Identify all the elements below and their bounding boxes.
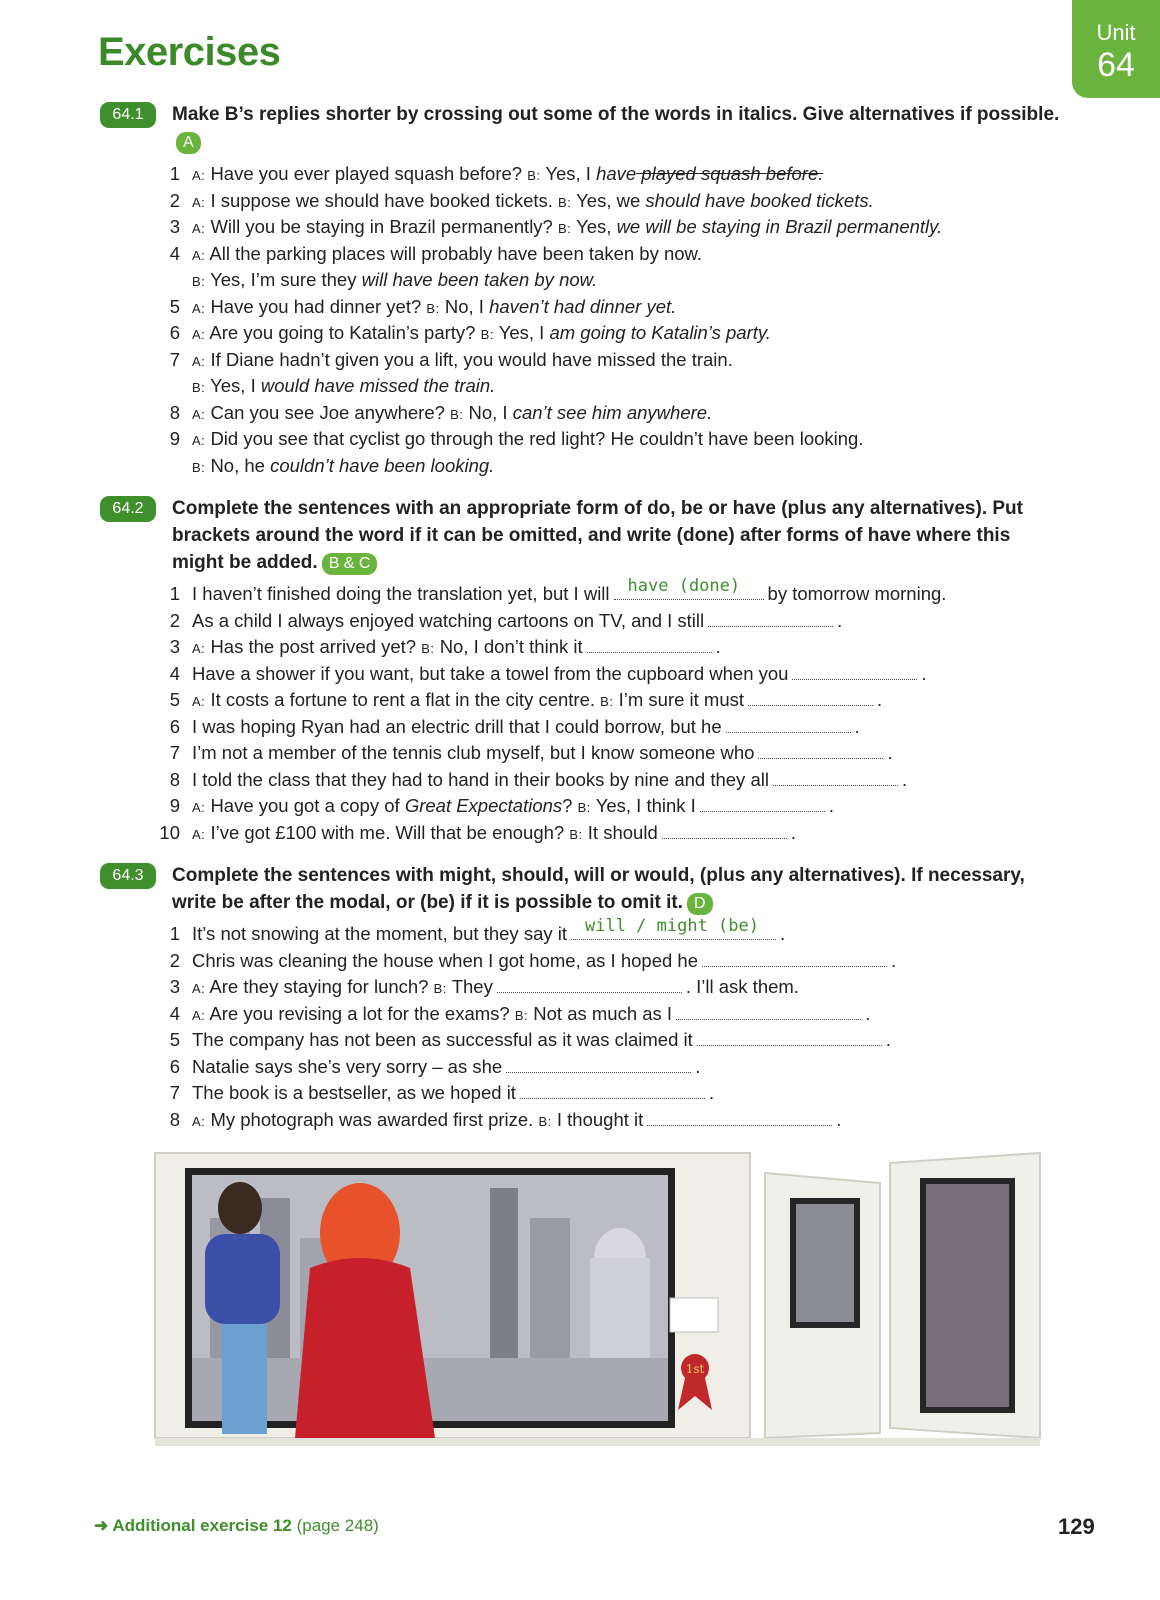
instruction-part: be [221,892,244,913]
speaker-b-line: No, he [210,454,271,476]
speaker-a-line: Can you see Joe anywhere? [210,401,445,423]
sentence-end: . [854,715,860,737]
item-number: 4 [169,662,180,684]
unit-number: 64 [1097,46,1135,84]
exercise-item [158,740,1058,767]
exercise-item [158,974,1058,1001]
handwritten-answer: have (done) [627,575,741,596]
sentence-end: . [887,742,893,763]
exercise-badge-64-1: 64.1 [100,102,156,128]
speaker-a-line: Did you see that cyclist go through the red light? He couldn’t have been looking. [210,428,864,449]
speaker-a-label: A: [192,800,206,815]
instruction-part: after the modal, or [243,892,421,913]
speaker-b-line: No, I [468,401,513,423]
instruction-part: , [670,498,681,519]
exercise-badge-64-3: 64.3 [100,863,156,889]
speaker-b-line: I thought it [556,1108,644,1130]
exercise-64-3-list [158,915,1058,1133]
sentence-end: . [790,821,796,843]
speaker-a-label: A: [192,1113,206,1129]
item-number: 1 [169,163,180,184]
speaker-a-line: Have you had dinner yet? [210,295,422,317]
item-number: 7 [169,1082,180,1103]
item-number: 3 [169,976,180,997]
speaker-b-line: Yes, I think I [595,795,696,816]
sentence-end: . [780,923,786,944]
additional-exercise-label: Additional exercise 12 [112,1516,292,1535]
speaker-a-line: My photograph was awarded first prize. [210,1108,534,1130]
speaker-a-label: A: [192,694,206,709]
sentence-text: It’s not snowing at the moment, but they say it [192,923,567,944]
speaker-b-label: B: [538,1113,552,1129]
sentence-end: . [891,949,897,971]
speaker-a-line: Have you ever played squash before? [210,163,523,184]
speaker-a-line: Will you be staying in Brazil permanently? [210,216,553,237]
sentence-end: . I’ll ask them. [685,976,799,997]
gallery-illustration [150,1148,1050,1448]
item-number: 9 [169,428,180,449]
crossed-out-words: played squash before. [636,163,824,184]
instruction-part: or [703,498,733,519]
item-number: 4 [169,242,180,264]
item-number: 9 [169,795,180,816]
instruction-part: will [574,865,605,886]
exercise-item [158,214,1058,241]
speaker-a-label: A: [192,168,206,183]
speaker-b-line: I’m sure it must [618,689,745,710]
speaker-a-label: A: [192,406,206,422]
speaker-b-label: B: [527,168,541,183]
speaker-a-label: A: [192,221,206,236]
exercise-item [158,453,1058,480]
speaker-a-line: Has the post arrived yet? [210,636,417,657]
speaker-a-line: Are you going to Katalin’s party? [209,322,476,343]
item-number: 6 [169,1055,180,1077]
speaker-a-label: A: [192,433,206,448]
item-number: 3 [169,216,180,237]
speaker-a-line: I suppose we should have booked tickets. [210,189,553,211]
italic-words: should have booked tickets. [645,189,874,211]
sentence-end: . [836,1108,842,1130]
speaker-a-label: A: [192,981,206,996]
exercise-item [158,661,1058,688]
item-number: 7 [169,348,180,370]
sentence-end: . [715,636,721,657]
sentence-text: Chris was cleaning the house when I got home, as I hoped he [192,949,698,971]
speaker-b-label: B: [514,1007,529,1023]
item-number: 5 [169,295,180,317]
exercise-item [158,161,1058,188]
page-number: 129 [1058,1514,1095,1539]
sentence-text: Have a shower if you want, but take a towel from the cupboard when you [192,662,789,684]
instruction-part: have [732,498,776,519]
speaker-b-label: B: [192,459,206,475]
item-number: 7 [169,742,180,763]
speaker-a-label: A: [192,247,206,263]
book-title: Great Expectations [404,795,563,816]
speaker-b-line: Yes, I [498,322,550,343]
speaker-a-label: A: [192,327,206,342]
exercise-item [158,1080,1058,1107]
sentence-end: . [865,1002,871,1024]
speaker-b-line: Yes, [576,216,617,237]
reference-badge: B & C [322,553,378,575]
italic-words: can’t see him anywhere. [512,401,713,423]
exercise-64-1-list [158,161,1058,479]
speaker-b-label: B: [450,406,464,422]
sentence-end: . [901,768,908,790]
exercise-item [158,320,1058,347]
speaker-b-line: No, I don’t think it [439,636,583,657]
item-number: 2 [169,609,180,631]
instruction-part: or [604,865,635,886]
speaker-a-label: A: [192,194,206,210]
exercise-item [158,714,1058,741]
exercise-item [158,400,1058,427]
item-number: 5 [169,689,180,710]
speaker-a-label: A: [192,300,206,316]
sentence-end: by tomorrow morning. [767,583,947,604]
answer-blank[interactable] [700,793,825,812]
speaker-b-line: It should [587,821,658,843]
answer-blank[interactable] [697,1027,882,1046]
answer-blank[interactable] [702,948,887,967]
speaker-a-label: A: [192,1007,206,1023]
unit-tab [1072,0,1160,98]
speaker-b-label: B: [192,274,206,289]
instruction-part: , [490,865,502,886]
instruction-part: would [634,865,690,886]
speaker-a-line: ? [562,795,573,816]
instruction-part: be [680,498,704,519]
sentence-end: . [877,689,883,710]
additional-exercise-link[interactable]: ➜ Additional exercise 12 (page 248) [94,1516,379,1535]
exercise-item [158,1107,1058,1134]
instruction-part: where this might be added. [172,525,1011,573]
item-number: 3 [169,636,180,657]
answer-blank[interactable] [662,820,787,839]
item-number: 2 [169,189,180,211]
exercise-item [158,767,1058,794]
instruction-part: if it is possible to omit it. [454,892,683,913]
speaker-b-label: B: [480,327,494,342]
speaker-b-line: No, I [444,295,490,317]
unit-label: Unit [1096,20,1136,45]
item-number: 6 [169,322,180,343]
exercise-item [158,1054,1058,1081]
speaker-b-label: B: [569,826,583,842]
exercise-item [158,188,1058,215]
answer-blank[interactable] [587,634,712,653]
speaker-b-label: B: [421,641,435,656]
sentence-text: I haven’t finished doing the translation yet, but I will [192,583,610,604]
sentence-text: Natalie says she’s very sorry – as she [192,1055,503,1077]
exercise-item [158,294,1058,321]
speaker-b-line: They [451,976,493,997]
exercise-64-2-list [158,575,1058,846]
italic-words: we will be staying in Brazil permanently. [616,216,943,237]
italic-words: would have missed the train. [260,375,496,396]
answer-blank[interactable] [748,687,873,706]
speaker-a-line: All the parking places will probably have been taken by now. [209,242,703,264]
item-number: 8 [169,1108,180,1130]
item-number: 10 [159,821,180,843]
answer-blank[interactable] [506,1054,691,1073]
speaker-a-label: A: [192,641,206,656]
sentence-end: . [708,1082,715,1103]
answer-blank[interactable] [676,1001,861,1020]
instruction-part: (be) [420,892,455,913]
speaker-b-label: B: [192,380,206,395]
sentence-text: I was hoping Ryan had an electric drill that I could borrow, but he [192,715,722,737]
item-number: 1 [169,923,180,944]
answer-blank[interactable] [647,1107,832,1126]
instruction-part: do [647,498,671,519]
speaker-b-label: B: [600,694,614,709]
speaker-a-line: It costs a fortune to rent a flat in the city centre. [210,689,596,710]
sentence-end: . [921,662,927,684]
exercise-item [158,948,1058,975]
speaker-a-line: Are you revising a lot for the exams? [209,1002,510,1024]
exercise-64-3-instruction [172,862,1062,916]
exercise-64-1-instruction [172,101,1062,155]
sentence-end: . [828,795,834,816]
italic-words: couldn’t have been looking. [270,454,495,476]
item-number: 8 [169,401,180,423]
exercise-64-2-instruction [172,495,1062,576]
speaker-a-label: A: [192,826,206,842]
item-number: 5 [169,1029,180,1050]
italic-words: am going to Katalin’s party. [549,322,771,343]
exercise-item [158,373,1058,400]
exercise-item [158,634,1058,661]
sentence-end: . [837,609,843,631]
exercise-item [158,1001,1058,1028]
answer-blank[interactable] [571,915,776,940]
sentence-text: As a child I always enjoyed watching cartoons on TV, and I still [192,609,705,631]
instruction-text: Make B’s replies shorter by crossing out some of the words in italics. Give alternatives if possible. [172,104,1060,125]
italic-words: haven’t had dinner yet. [489,295,677,317]
reference-badge: D [687,893,713,915]
instruction-part: Complete the sentences with an appropriate form of [172,498,648,519]
instruction-part: (plus any alternatives). Put brackets around the word if it can be omitted, and write [172,498,1023,546]
instruction-part: might [439,865,491,886]
instruction-part: after forms of [734,525,868,546]
sentence-text: I’m not a member of the tennis club myself, but I know someone who [192,742,755,763]
handwritten-answer: will / might (be) [585,915,759,936]
speaker-b-label: B: [577,800,591,815]
speaker-b-line: Yes, I [545,163,597,184]
rosette-label: 1st [685,1362,705,1376]
sentence-end: . [885,1029,891,1050]
exercise-item [158,241,1058,268]
speaker-b-label: B: [558,194,572,210]
item-number: 8 [169,768,180,790]
answer-blank[interactable] [726,714,851,733]
exercise-item [158,793,1058,820]
speaker-b-line: Yes, we [576,189,646,211]
page-title: Exercises [98,30,281,74]
additional-exercise-page: (page 248) [296,1516,379,1535]
speaker-b-line: Yes, I’m sure they [210,269,362,290]
speaker-b-label: B: [426,300,440,316]
answer-blank[interactable] [614,575,764,600]
speaker-a-line: I’ve got £100 with me. Will that be enough? [210,821,565,843]
reference-badge: A [176,132,201,154]
exercise-item [158,608,1058,635]
speaker-a-label: A: [192,353,206,369]
italic-words: will have been taken by now. [361,269,598,290]
instruction-part: have [867,525,912,546]
speaker-b-label: B: [557,221,572,236]
answer-blank[interactable] [497,974,682,993]
sentence-text: The book is a bestseller, as we hoped it [192,1082,516,1103]
answer-blank[interactable] [708,608,833,627]
sentence-text: The company has not been as successful as it was claimed it [192,1029,693,1050]
answer-blank[interactable] [792,661,917,680]
exercise-item [158,267,1058,294]
speaker-b-label: B: [433,981,447,996]
instruction-part: should [501,865,564,886]
answer-blank[interactable] [520,1080,705,1099]
exercise-item [158,915,1058,948]
sentence-end: . [695,1055,701,1077]
instruction-part: Complete the sentences with [172,865,440,886]
instruction-part: , [563,865,575,886]
speaker-b-line: Yes, I [210,375,261,396]
exercise-item [158,687,1058,714]
sentence-text: I told the class that they had to hand in their books by nine and they all [192,768,769,790]
italic-words: have [596,163,637,184]
exercise-badge-64-2: 64.2 [100,496,156,522]
item-number: 4 [169,1002,180,1024]
instruction-part: (done) [676,525,735,546]
instruction-part: , (plus any alternatives). If necessary, write [172,865,1025,913]
item-number: 6 [169,715,180,737]
exercise-item [158,575,1058,608]
item-number: 1 [169,583,180,604]
exercise-item [158,426,1058,453]
answer-blank[interactable] [758,740,883,759]
speaker-a-line: If Diane hadn’t given you a lift, you would have missed the train. [210,348,733,370]
speaker-b-line: Not as much as I [533,1002,673,1024]
item-number: 2 [169,949,180,971]
exercise-item [158,820,1058,847]
speaker-a-line: Have you got a copy of [210,795,405,816]
exercise-item [158,1027,1058,1054]
speaker-a-line: Are they staying for lunch? [209,976,429,997]
answer-blank[interactable] [773,767,898,786]
exercise-item [158,347,1058,374]
